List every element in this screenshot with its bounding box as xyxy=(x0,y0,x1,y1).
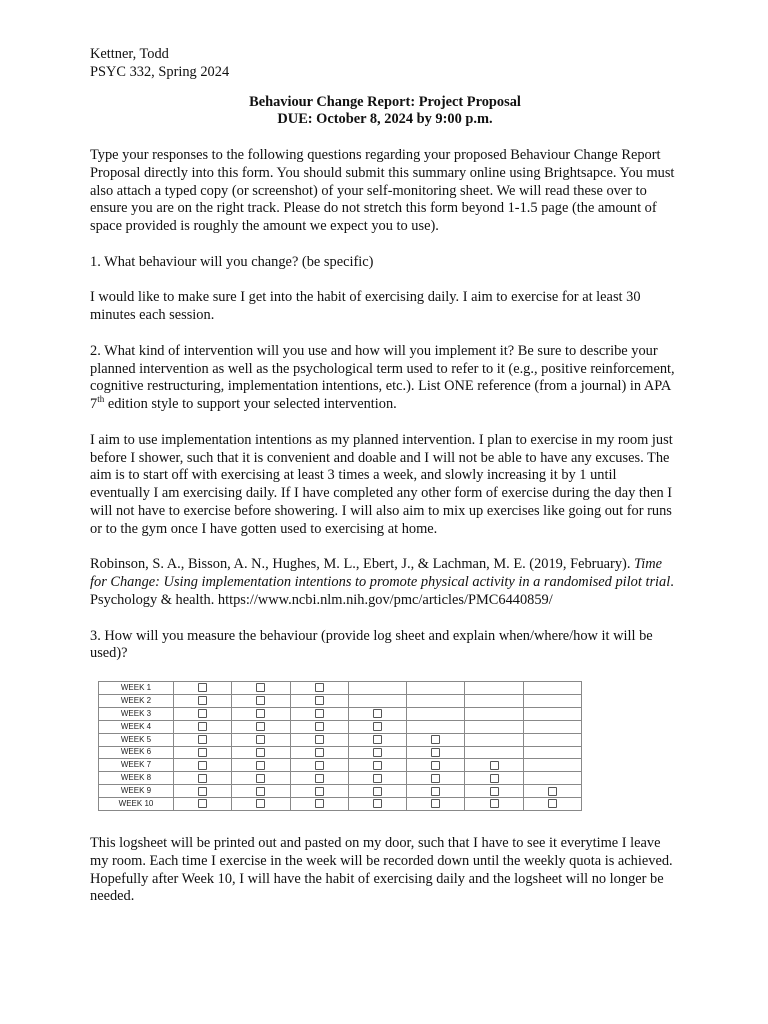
week-label: WEEK 6 xyxy=(99,746,174,759)
log-sheet-cell xyxy=(232,746,290,759)
log-sheet-cell xyxy=(407,733,465,746)
log-sheet-cell xyxy=(407,694,465,707)
title-block xyxy=(90,94,680,130)
log-sheet-row xyxy=(99,682,582,695)
checkbox-icon[interactable] xyxy=(373,761,382,770)
log-sheet-cell xyxy=(523,720,581,733)
question-1: 1. What behaviour will you change? (be specific) xyxy=(90,253,374,270)
question-2-superscript: th xyxy=(97,394,105,405)
log-sheet-cell xyxy=(174,707,232,720)
checkbox-icon[interactable] xyxy=(256,683,265,692)
log-sheet-cell xyxy=(174,720,232,733)
checkbox-icon[interactable] xyxy=(198,735,207,744)
log-sheet-table xyxy=(98,681,582,811)
checkbox-icon[interactable] xyxy=(256,748,265,757)
log-sheet-cell xyxy=(465,733,523,746)
log-sheet-cell xyxy=(174,746,232,759)
log-sheet-cell xyxy=(348,746,406,759)
log-sheet-cell xyxy=(232,772,290,785)
log-sheet-row xyxy=(99,798,582,811)
answer-2: I aim to use implementation intentions as my planned intervention. I plan to exercise in my room just before I shower, such that it is convenient and doable and I will not be able to have any excuses. The aim is to start off with exercising at least 3 times a week, and slowly increasing it by 1 until eventually I am exercising daily. If I have completed any other form of exercise during the day then I will not have to exercise before showering. I will also aim to mix up exercises like going out for runs or to the gym once I have gotten used to exercising at home. xyxy=(90,431,673,537)
checkbox-icon[interactable] xyxy=(256,799,265,808)
log-sheet-cell xyxy=(465,694,523,707)
reference-source: . Psychology & health. https://www.ncbi.nlm.nih.gov/pmc/articles/PMC6440859/ xyxy=(90,574,674,608)
log-sheet-cell xyxy=(465,682,523,695)
log-sheet-cell xyxy=(348,785,406,798)
checkbox-icon[interactable] xyxy=(373,799,382,808)
checkbox-icon[interactable] xyxy=(431,761,440,770)
log-sheet-cell xyxy=(290,733,348,746)
checkbox-icon[interactable] xyxy=(315,799,324,808)
student-name: Kettner, Todd xyxy=(90,46,169,62)
log-sheet-cell xyxy=(290,682,348,695)
reference-title: Time for Change: Using implementation intentions to promote physical activity in a randomised pilot trial xyxy=(90,556,671,591)
log-sheet-cell xyxy=(465,746,523,759)
answer-3: This logsheet will be printed out and pasted on my door, such that I have to see it everytime I leave my room. Each time I exercise in the week will be recorded down until the weekly quota is achieved. Hopefully after Week 10, I will have the habit of exercising daily and the logsheet will no longer be needed. xyxy=(90,835,673,905)
log-sheet-cell xyxy=(232,707,290,720)
checkbox-icon[interactable] xyxy=(198,748,207,757)
log-sheet-cell xyxy=(407,759,465,772)
log-sheet-cell xyxy=(407,720,465,733)
week-label: WEEK 8 xyxy=(99,772,174,785)
checkbox-icon[interactable] xyxy=(198,787,207,796)
log-sheet-cell xyxy=(174,785,232,798)
log-sheet-cell xyxy=(174,759,232,772)
log-sheet-cell xyxy=(290,785,348,798)
log-sheet-cell xyxy=(174,798,232,811)
log-sheet-cell xyxy=(232,733,290,746)
log-sheet-row xyxy=(99,694,582,707)
document-page xyxy=(90,46,680,906)
log-sheet-cell xyxy=(290,707,348,720)
log-sheet-cell xyxy=(407,798,465,811)
checkbox-icon[interactable] xyxy=(548,799,557,808)
checkbox-icon[interactable] xyxy=(315,748,324,757)
question-2-text-end: edition style to support your selected intervention. xyxy=(104,396,397,413)
checkbox-icon[interactable] xyxy=(373,735,382,744)
log-sheet-cell xyxy=(348,733,406,746)
log-sheet-cell xyxy=(348,759,406,772)
log-sheet-cell xyxy=(523,759,581,772)
log-sheet-cell xyxy=(290,772,348,785)
log-sheet-row xyxy=(99,772,582,785)
checkbox-icon[interactable] xyxy=(198,761,207,770)
checkbox-icon[interactable] xyxy=(373,748,382,757)
log-sheet-row xyxy=(99,746,582,759)
log-sheet-cell xyxy=(523,785,581,798)
log-sheet-cell xyxy=(407,707,465,720)
log-sheet-cell xyxy=(232,798,290,811)
checkbox-icon[interactable] xyxy=(431,787,440,796)
log-sheet-cell xyxy=(232,785,290,798)
reference-authors: Robinson, S. A., Bisson, A. N., Hughes, M. L., Ebert, J., & Lachman, M. E. (2019, February). xyxy=(90,556,635,573)
checkbox-icon[interactable] xyxy=(315,761,324,770)
checkbox-icon[interactable] xyxy=(198,799,207,808)
week-label: WEEK 1 xyxy=(99,682,174,695)
question-2-text: 2. What kind of intervention will you use and how will you implement it? Be sure to describe your planned intervention as well as the psychological term used to refer to it (e.g., positive reinforcement, cognitive restructuring, implementation intentions, etc.). List ONE reference (from a journal) in APA 7 xyxy=(90,342,675,413)
checkbox-icon[interactable] xyxy=(315,683,324,692)
log-sheet-cell xyxy=(523,798,581,811)
week-label: WEEK 5 xyxy=(99,733,174,746)
checkbox-icon[interactable] xyxy=(315,696,324,705)
checkbox-icon[interactable] xyxy=(198,774,207,783)
checkbox-icon[interactable] xyxy=(315,722,324,731)
checkbox-icon[interactable] xyxy=(490,761,499,770)
log-sheet-cell xyxy=(465,785,523,798)
log-sheet-cell xyxy=(174,682,232,695)
course-info: PSYC 332, Spring 2024 xyxy=(90,63,230,80)
checkbox-icon[interactable] xyxy=(490,774,499,783)
log-sheet-cell xyxy=(523,682,581,695)
log-sheet-cell xyxy=(465,759,523,772)
log-sheet-cell xyxy=(523,707,581,720)
log-sheet-cell xyxy=(290,798,348,811)
log-sheet-cell xyxy=(523,746,581,759)
log-sheet-row xyxy=(99,733,582,746)
answer-1: I would like to make sure I get into the habit of exercising daily. I aim to exercise for at least 30 minutes each session. xyxy=(90,289,641,324)
checkbox-icon[interactable] xyxy=(256,761,265,770)
log-sheet-cell xyxy=(348,798,406,811)
log-sheet-body xyxy=(99,682,582,811)
week-label: WEEK 7 xyxy=(99,759,174,772)
log-sheet-cell xyxy=(348,707,406,720)
log-sheet-cell xyxy=(465,707,523,720)
log-sheet-cell xyxy=(232,694,290,707)
log-sheet-cell xyxy=(465,798,523,811)
checkbox-icon[interactable] xyxy=(373,774,382,783)
log-sheet-cell xyxy=(523,733,581,746)
log-sheet-row xyxy=(99,720,582,733)
log-sheet-cell xyxy=(290,694,348,707)
checkbox-icon[interactable] xyxy=(256,787,265,796)
instructions-paragraph: Type your responses to the following questions regarding your proposed Behaviour Change Report Proposal directly into this form. You should submit this summary online using Brightsapce. You must also attach a typed copy (or screenshot) of your self-monitoring sheet. We will read these over to ensure you are on the right track. Please do not stretch this form beyond 1-1.5 page (the amount of space provided is roughly the amount we expect you to use). xyxy=(90,146,675,235)
week-label: WEEK 4 xyxy=(99,720,174,733)
checkbox-icon[interactable] xyxy=(548,787,557,796)
question-2 xyxy=(90,343,680,414)
week-label: WEEK 3 xyxy=(99,707,174,720)
checkbox-icon[interactable] xyxy=(431,774,440,783)
week-label: WEEK 10 xyxy=(99,798,174,811)
log-sheet-cell xyxy=(348,720,406,733)
log-sheet-cell xyxy=(465,720,523,733)
question-3: 3. How will you measure the behaviour (provide log sheet and explain when/where/how it will be used)? xyxy=(90,627,653,662)
checkbox-icon[interactable] xyxy=(490,787,499,796)
checkbox-icon[interactable] xyxy=(256,722,265,731)
checkbox-icon[interactable] xyxy=(315,787,324,796)
log-sheet-cell xyxy=(174,694,232,707)
log-sheet-row xyxy=(99,785,582,798)
log-sheet-cell xyxy=(348,772,406,785)
log-sheet-cell xyxy=(407,682,465,695)
checkbox-icon[interactable] xyxy=(431,748,440,757)
log-sheet-cell xyxy=(232,682,290,695)
checkbox-icon[interactable] xyxy=(315,774,324,783)
log-sheet-cell xyxy=(407,785,465,798)
checkbox-icon[interactable] xyxy=(198,683,207,692)
checkbox-icon[interactable] xyxy=(490,799,499,808)
log-sheet-row xyxy=(99,707,582,720)
checkbox-icon[interactable] xyxy=(198,696,207,705)
week-label: WEEK 9 xyxy=(99,785,174,798)
log-sheet-cell xyxy=(465,772,523,785)
checkbox-icon[interactable] xyxy=(431,735,440,744)
checkbox-icon[interactable] xyxy=(373,722,382,731)
reference xyxy=(90,556,680,609)
checkbox-icon[interactable] xyxy=(256,735,265,744)
checkbox-icon[interactable] xyxy=(256,774,265,783)
checkbox-icon[interactable] xyxy=(198,722,207,731)
log-sheet-cell xyxy=(290,720,348,733)
log-sheet-cell xyxy=(290,759,348,772)
log-sheet-cell xyxy=(290,746,348,759)
checkbox-icon[interactable] xyxy=(431,799,440,808)
due-date: DUE: October 8, 2024 by 9:00 p.m. xyxy=(277,111,493,128)
log-sheet-cell xyxy=(174,772,232,785)
checkbox-icon[interactable] xyxy=(373,709,382,718)
log-sheet-row xyxy=(99,759,582,772)
log-sheet-cell xyxy=(174,733,232,746)
checkbox-icon[interactable] xyxy=(315,735,324,744)
log-sheet-cell xyxy=(232,759,290,772)
document-header xyxy=(90,46,680,82)
checkbox-icon[interactable] xyxy=(315,709,324,718)
log-sheet-cell xyxy=(348,682,406,695)
log-sheet-cell xyxy=(348,694,406,707)
checkbox-icon[interactable] xyxy=(256,696,265,705)
document-title: Behaviour Change Report: Project Proposal xyxy=(249,93,521,110)
log-sheet-cell xyxy=(232,720,290,733)
log-sheet-cell xyxy=(523,772,581,785)
week-label: WEEK 2 xyxy=(99,694,174,707)
checkbox-icon[interactable] xyxy=(373,787,382,796)
checkbox-icon[interactable] xyxy=(198,709,207,718)
log-sheet-cell xyxy=(407,746,465,759)
log-sheet-cell xyxy=(407,772,465,785)
checkbox-icon[interactable] xyxy=(256,709,265,718)
log-sheet-cell xyxy=(523,694,581,707)
